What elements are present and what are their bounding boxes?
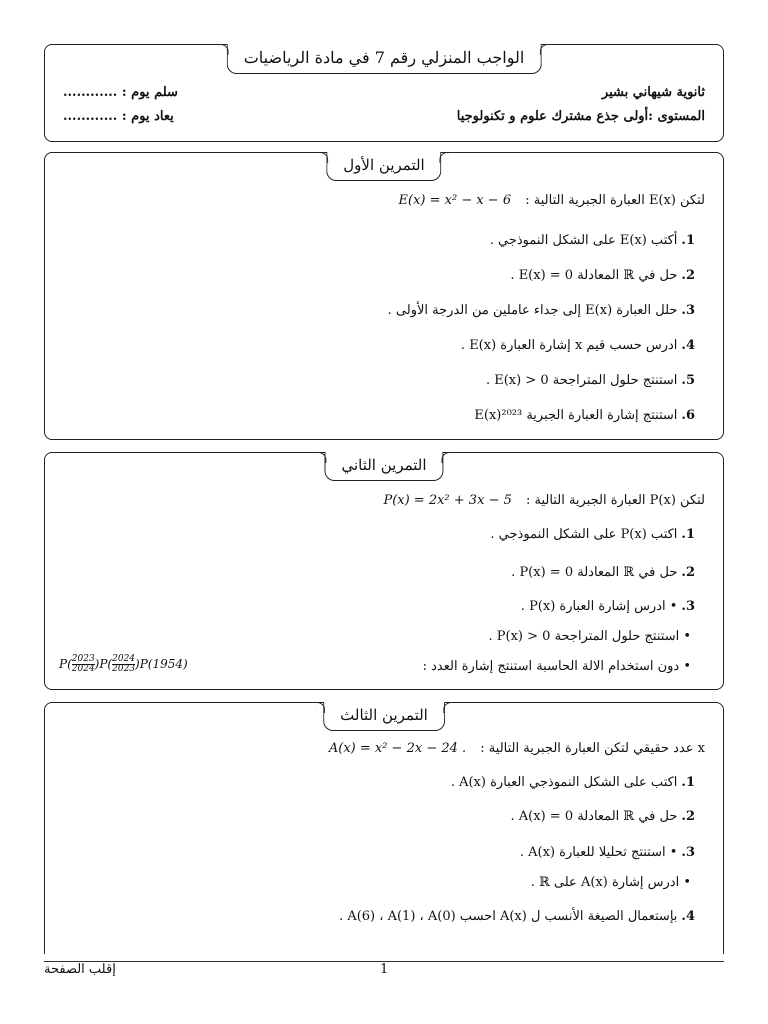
exercise-2-intro	[383, 493, 705, 508]
item-text: أكتب E(x) على الشكل النموذجي .	[489, 233, 678, 248]
intro-math: A(x) = x² − 2x − 24 .	[328, 741, 467, 756]
item-number: 5.	[681, 373, 695, 388]
due-date: يعاد يوم : ............	[63, 109, 174, 124]
item-number: 1.	[681, 527, 695, 542]
intro-text: لتكن E(x) العبارة الجبرية التالية :	[525, 193, 705, 208]
item-number: 2.	[681, 268, 695, 283]
delivered-date: سلم يوم : ............	[63, 85, 178, 100]
list-item	[451, 775, 695, 790]
item-text: ادرس حسب قيم x إشارة العبارة E(x) .	[460, 338, 678, 353]
item-number: 3.	[681, 599, 695, 614]
item-text: استنتج إشارة العبارة الجبرية E(x)²⁰²³	[474, 408, 678, 423]
list-item	[423, 659, 695, 674]
item-text: • استنتج حلول المتراجحة P(x) > 0 .	[488, 629, 691, 644]
list-item	[474, 408, 695, 423]
school-name: ثانوية شيهاني بشير	[601, 85, 705, 100]
list-item	[490, 527, 695, 542]
list-item	[510, 268, 695, 283]
p-prefix-1: P(	[59, 657, 72, 671]
document-title: الواجب المنزلي رقم 7 في مادة الرياضيات	[227, 44, 542, 74]
exercise-1-intro	[399, 193, 705, 208]
fraction-2-den: 2023	[112, 664, 136, 674]
exercise-2	[44, 452, 724, 690]
item-text: حلل العبارة E(x) إلى جداء عاملين من الدرجة الأولى .	[387, 303, 678, 318]
fraction-1-den: 2024	[71, 664, 95, 674]
item-text: حل في ℝ المعادلة E(x) = 0 .	[510, 268, 678, 283]
item-text: حل في ℝ المعادلة P(x) = 0 .	[511, 565, 678, 580]
list-item	[511, 565, 695, 580]
item-number: 3.	[681, 303, 695, 318]
turn-page-label: إقلب الصفحة	[44, 962, 116, 977]
item-number: 2.	[681, 565, 695, 580]
item-text: • استنتج تحليلا للعبارة A(x) .	[519, 845, 678, 860]
item-text: • ادرس إشارة A(x) على ℝ .	[530, 875, 691, 890]
list-item	[511, 809, 695, 824]
list-item	[490, 233, 695, 248]
list-item	[521, 599, 695, 614]
item-text: بإستعمال الصيغة الأنسب ل A(x) احسب A(6) ، A(1) ، A(0) .	[339, 909, 678, 924]
fraction-2	[112, 655, 135, 674]
item-number: 3.	[681, 845, 695, 860]
fraction-1-num: 2023	[71, 654, 95, 664]
intro-math: E(x) = x² − x − 6	[398, 193, 512, 208]
exercise-3	[44, 702, 724, 954]
intro-math: P(x) = 2x² + 3x − 5	[383, 493, 512, 508]
item-text: اكتب على الشكل النموذجي العبارة A(x) .	[450, 775, 678, 790]
list-item	[461, 338, 695, 353]
fraction-2-num: 2024	[112, 654, 136, 664]
exercise-3-title: التمرين الثالث	[323, 702, 445, 731]
p-1954: P(1954)	[139, 657, 188, 671]
item-text: حل في ℝ المعادلة A(x) = 0 .	[510, 809, 678, 824]
exercise-1	[44, 152, 724, 440]
item-text: اكتب P(x) على الشكل النموذجي .	[490, 527, 678, 542]
item-number: 1.	[681, 233, 695, 248]
page-number: 1	[380, 962, 389, 977]
item-number: 6.	[681, 408, 695, 423]
item-number: 4.	[681, 909, 695, 924]
item-text: • دون استخدام الالة الحاسبة استنتج إشارة العدد :	[422, 659, 691, 674]
list-item	[339, 909, 695, 924]
item-number: 2.	[681, 809, 695, 824]
list-item	[520, 845, 695, 860]
list-item	[486, 373, 695, 388]
exercise-3-intro	[329, 741, 705, 756]
exercise-2-title: التمرين الثاني	[324, 452, 443, 481]
fraction-1	[72, 655, 95, 674]
item-number: 4.	[681, 338, 695, 353]
p-prefix-2: P(	[99, 657, 113, 671]
list-item	[388, 303, 695, 318]
list-item	[489, 629, 695, 644]
level-label: المستوى :أولى جذع مشترك علوم و تكنولوجيا	[456, 109, 705, 124]
expression-number: P( $\frac{2023}{2024}$ )P( $\frac{2024}{2023}$ )P(1954)	[59, 654, 188, 674]
list-item	[531, 875, 695, 890]
item-text: استنتج حلول المتراجحة E(x) > 0 .	[485, 373, 678, 388]
intro-text: لتكن P(x) العبارة الجبرية التالية :	[525, 493, 705, 508]
header-box	[44, 44, 724, 142]
item-number: 1.	[681, 775, 695, 790]
item-text: • ادرس إشارة العبارة P(x) .	[520, 599, 678, 614]
exercise-1-title: التمرين الأول	[326, 152, 441, 181]
intro-text: x عدد حقيقي لتكن العبارة الجبرية التالية :	[480, 741, 705, 756]
